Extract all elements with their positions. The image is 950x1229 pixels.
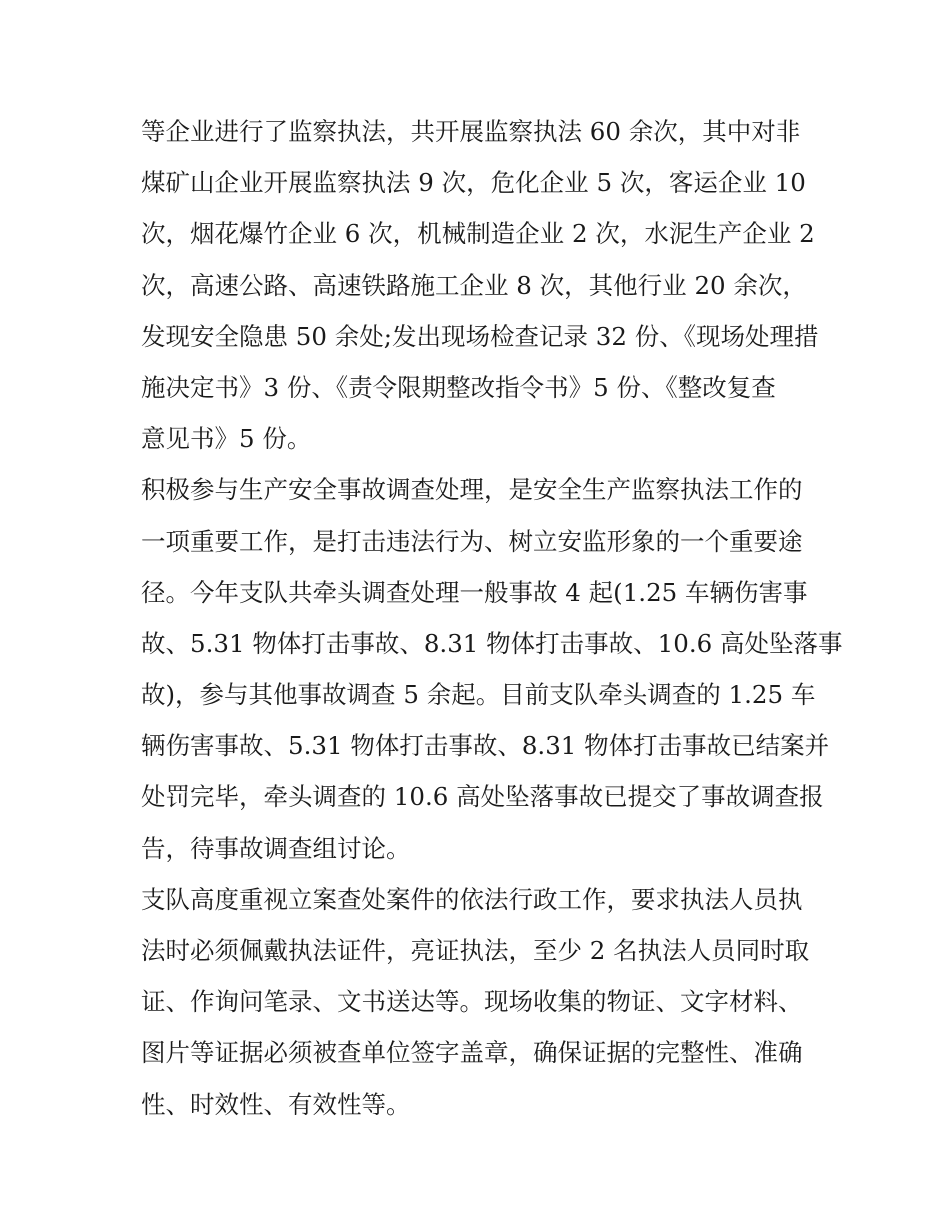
text-line: 意见书》5 份。 <box>141 424 312 454</box>
text-line: 支队高度重视立案查处案件的依法行政工作，要求执法人员执 <box>141 884 803 914</box>
text-line: 煤矿山企业开展监察执法 9 次，危化企业 5 次，客运企业 10 <box>141 168 806 198</box>
paragraph-lawful-administration <box>141 874 821 1130</box>
text-line: 辆伤害事故、5.31 物体打击事故、8.31 物体打击事故已结案并 <box>141 731 830 761</box>
text-line: 图片等证据必须被查单位签字盖章，确保证据的完整性、准确 <box>141 1038 803 1068</box>
text-line: 积极参与生产安全事故调查处理，是安全生产监察执法工作的 <box>141 475 803 505</box>
text-line: 法时必须佩戴执法证件，亮证执法，至少 2 名执法人员同时取 <box>141 936 810 965</box>
text-line: 径。今年支队共牵头调查处理一般事故 4 起(1.25 车辆伤害事 <box>141 577 808 607</box>
text-line: 次，烟花爆竹企业 6 次，机械制造企业 2 次，水泥生产企业 2 <box>141 219 815 249</box>
text-line: 次，高速公路、高速铁路施工企业 8 次，其他行业 20 余次， <box>141 270 807 300</box>
text-line: 故)，参与其他事故调查 5 余起。目前支队牵头调查的 1.25 车 <box>141 680 816 710</box>
paragraph-accident-investigation <box>141 464 843 874</box>
text-line: 告，待事故调查组讨论。 <box>141 833 411 863</box>
text-line: 发现安全隐患 50 余处;发出现场检查记录 32 份、《现场处理措 <box>141 321 819 351</box>
text-line: 处罚完毕，牵头调查的 10.6 高处坠落事故已提交了事故调查报 <box>141 782 824 812</box>
text-line: 性、时效性、有效性等。 <box>141 1089 411 1119</box>
document-body <box>141 106 843 1130</box>
paragraph-enforcement-stats <box>141 106 821 464</box>
text-line: 施决定书》3 份、《责令限期整改指令书》5 份、《整改复查 <box>141 372 776 402</box>
text-line: 证、作询问笔录、文书送达等。现场收集的物证、文字材料、 <box>141 987 803 1017</box>
text-line: 一项重要工作，是打击违法行为、树立安监形象的一个重要途 <box>141 526 803 556</box>
text-line: 故、5.31 物体打击事故、8.31 物体打击事故、10.6 高处坠落事 <box>141 628 843 658</box>
text-line: 等企业进行了监察执法，共开展监察执法 60 余次，其中对非 <box>141 117 801 146</box>
